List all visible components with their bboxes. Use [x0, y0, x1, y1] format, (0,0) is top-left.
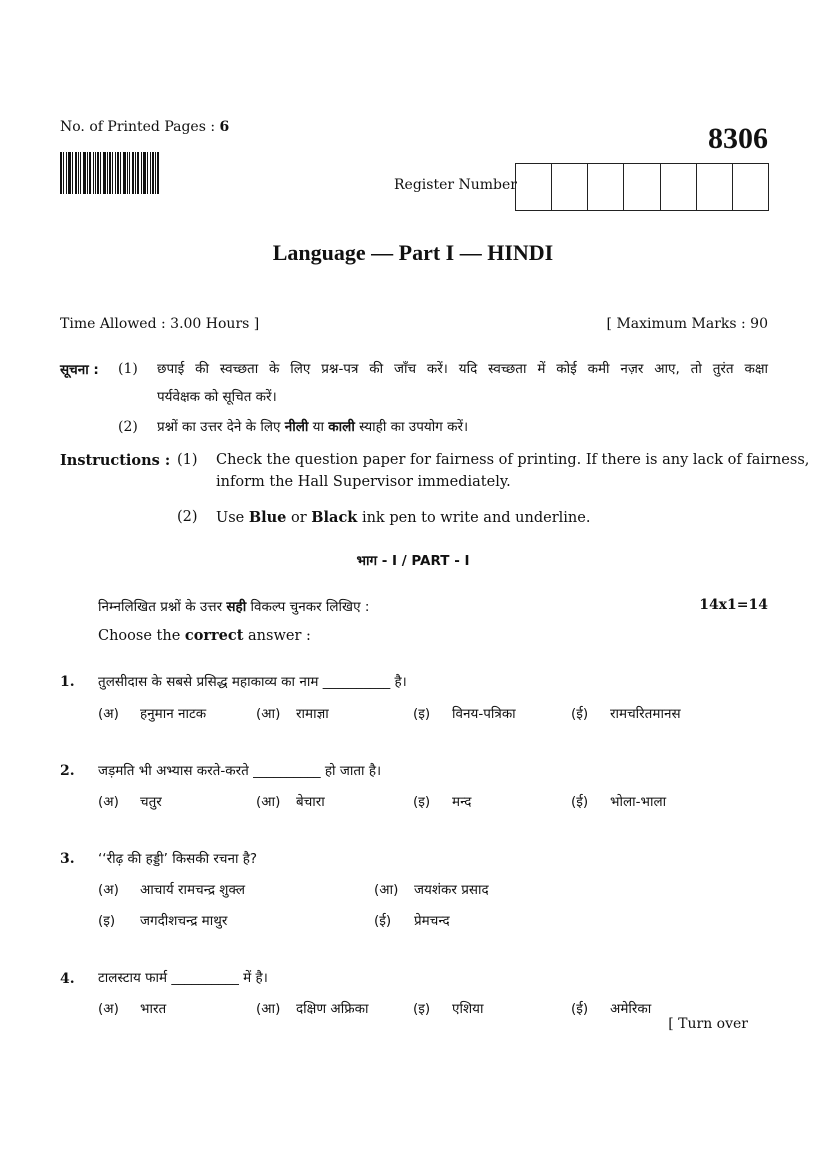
- option-text[interactable]: दक्षिण अफ्रिका: [296, 1001, 369, 1017]
- register-digit-box[interactable]: [552, 164, 588, 210]
- option-text[interactable]: रामाज्ञा: [296, 706, 329, 722]
- option-label: (अ): [98, 882, 119, 898]
- option-text[interactable]: एशिया: [452, 1001, 484, 1017]
- option-label: (आ): [256, 1001, 281, 1017]
- option-label: (ई): [571, 1001, 589, 1017]
- option-label: (अ): [98, 706, 119, 722]
- question-text: ‘‘रीढ़ की हड्डी’ किसकी रचना है?: [98, 851, 258, 867]
- time-allowed: Time Allowed : 3.00 Hours ]: [60, 316, 260, 332]
- instruction-num: (2): [177, 509, 198, 525]
- suchana-label: सूचना :: [60, 362, 99, 378]
- question-text: टालस्टाय फार्म __________ में है।: [98, 970, 268, 986]
- option-label: (इ): [413, 794, 431, 810]
- register-number-boxes[interactable]: [515, 163, 769, 211]
- suchana-item-1-line1: छपाई की स्वच्छता के लिए प्रश्न-पत्र की जाँच करें। यदि स्वच्छता में कोई कमी नज़र आए, तो तुरंत कक्षा: [157, 361, 768, 377]
- option-label: (ई): [571, 794, 589, 810]
- question-text: तुलसीदास के सबसे प्रसिद्ध महाकाव्य का नाम __________ है।: [98, 674, 407, 690]
- turn-over: [ Turn over: [668, 1016, 748, 1032]
- option-text[interactable]: अमेरिका: [610, 1001, 652, 1017]
- paper-code: 8306: [708, 122, 768, 155]
- instruction-num: (1): [177, 452, 198, 468]
- option-label: (इ): [413, 706, 431, 722]
- option-text[interactable]: हनुमान नाटक: [140, 706, 207, 722]
- register-digit-box[interactable]: [697, 164, 733, 210]
- option-text[interactable]: जयशंकर प्रसाद: [414, 882, 489, 898]
- option-label: (इ): [98, 913, 116, 929]
- suchana-item-1-line2: पर्यवेक्षक को सूचित करें।: [157, 389, 277, 405]
- suchana-item-num: (2): [118, 419, 138, 435]
- suchana-item-2: प्रश्नों का उत्तर देने के लिए नीली या काली स्याही का उपयोग करें।: [157, 419, 469, 435]
- question-number: 3.: [60, 851, 75, 867]
- register-digit-box[interactable]: [516, 164, 552, 210]
- question-text: जड़मति भी अभ्यास करते-करते __________ हो जाता है।: [98, 763, 382, 779]
- instruction-1-line2: inform the Hall Supervisor immediately.: [216, 474, 511, 490]
- option-text[interactable]: मन्द: [452, 794, 472, 810]
- option-text[interactable]: भारत: [140, 1001, 167, 1017]
- question-number: 4.: [60, 971, 75, 987]
- option-label: (अ): [98, 1001, 119, 1017]
- register-digit-box[interactable]: [624, 164, 660, 210]
- option-text[interactable]: भोला-भाला: [610, 794, 667, 810]
- option-label: (आ): [374, 882, 399, 898]
- directive-english: Choose the correct answer :: [98, 627, 311, 644]
- option-text[interactable]: प्रेमचन्द: [414, 913, 450, 929]
- instructions-label: Instructions :: [60, 452, 171, 469]
- option-label: (आ): [256, 706, 281, 722]
- option-text[interactable]: आचार्य रामचन्द्र शुक्ल: [140, 882, 245, 898]
- barcode: [60, 152, 172, 194]
- option-text[interactable]: विनय-पत्रिका: [452, 706, 516, 722]
- option-label: (ई): [374, 913, 392, 929]
- register-digit-box[interactable]: [733, 164, 768, 210]
- printed-pages-label: No. of Printed Pages :: [60, 119, 216, 135]
- option-label: (इ): [413, 1001, 431, 1017]
- maximum-marks: [ Maximum Marks : 90: [606, 316, 768, 332]
- option-text[interactable]: रामचरितमानस: [610, 706, 681, 722]
- directive-hindi: निम्नलिखित प्रश्नों के उत्तर सही विकल्प चुनकर लिखिए :: [98, 599, 370, 615]
- register-digit-box[interactable]: [661, 164, 697, 210]
- option-text[interactable]: चतुर: [140, 794, 162, 810]
- option-text[interactable]: जगदीशचन्द्र माथुर: [140, 913, 228, 929]
- option-label: (अ): [98, 794, 119, 810]
- instruction-1-line1: Check the question paper for fairness of printing. If there is any lack of fairness,: [216, 452, 810, 468]
- printed-pages-value: 6: [219, 119, 230, 135]
- register-number-label: Register Number: [394, 177, 517, 193]
- printed-pages: [60, 119, 229, 135]
- suchana-item-num: (1): [118, 361, 138, 377]
- instruction-2: Use Blue or Black ink pen to write and underline.: [216, 509, 591, 526]
- register-digit-box[interactable]: [588, 164, 624, 210]
- question-number: 1.: [60, 674, 75, 690]
- option-label: (आ): [256, 794, 281, 810]
- option-label: (ई): [571, 706, 589, 722]
- option-text[interactable]: बेचारा: [296, 794, 325, 810]
- paper-title: Language — Part I — HINDI: [272, 240, 554, 265]
- question-number: 2.: [60, 763, 75, 779]
- part-heading: भाग - I / PART - I: [356, 553, 470, 569]
- directive-marks: 14x1=14: [699, 597, 768, 613]
